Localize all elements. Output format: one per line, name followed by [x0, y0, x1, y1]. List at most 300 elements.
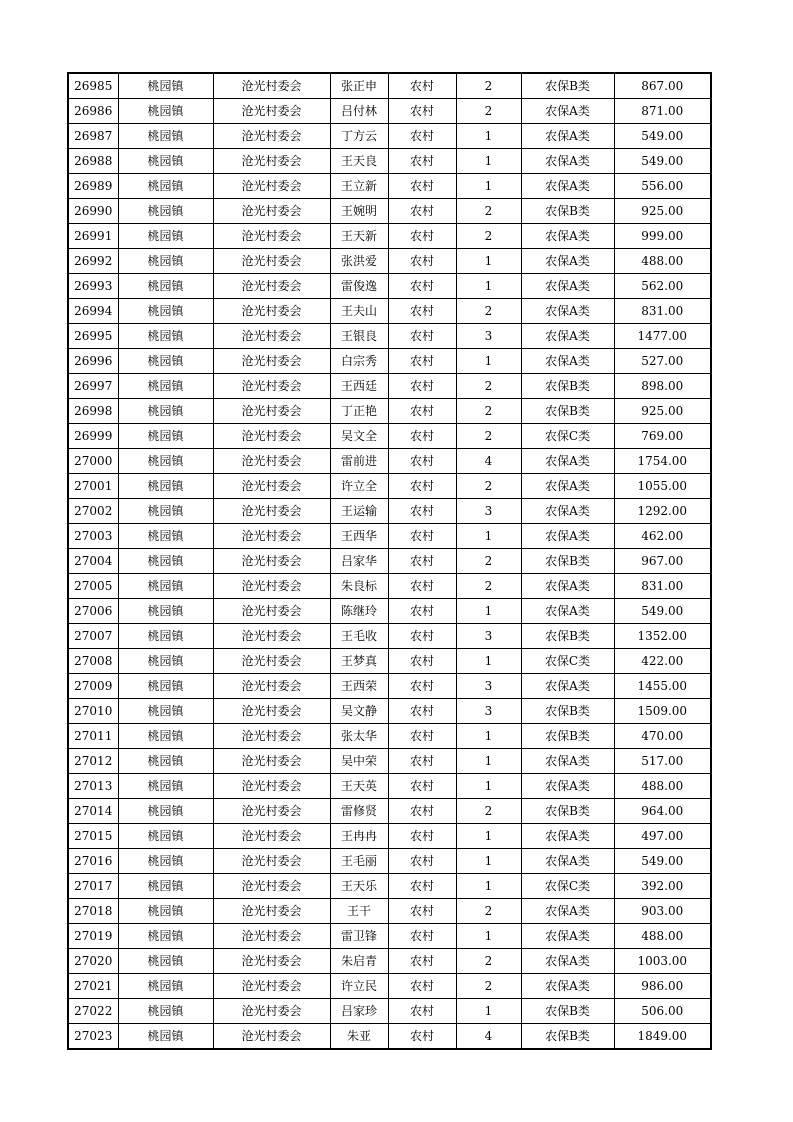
insurance-category-cell: 农保A类: [521, 324, 614, 349]
town-cell: 桃园镇: [118, 924, 213, 949]
household-type-cell: 农村: [388, 474, 456, 499]
person-count-cell: 1: [456, 774, 521, 799]
insurance-category-cell: 农保A类: [521, 174, 614, 199]
insurance-category-cell: 农保A类: [521, 674, 614, 699]
table-row: [68, 549, 711, 574]
name-cell: 王夫山: [330, 299, 388, 324]
amount-cell: 549.00: [614, 849, 711, 874]
table-row: [68, 424, 711, 449]
town-cell: 桃园镇: [118, 849, 213, 874]
person-count-cell: 3: [456, 324, 521, 349]
insurance-category-cell: 农保B类: [521, 624, 614, 649]
person-count-cell: 1: [456, 824, 521, 849]
name-cell: 王运输: [330, 499, 388, 524]
table-row: [68, 799, 711, 824]
name-cell: 陈继玲: [330, 599, 388, 624]
table-row: [68, 1024, 711, 1050]
household-type-cell: 农村: [388, 199, 456, 224]
name-cell: 王西廷: [330, 374, 388, 399]
town-cell: 桃园镇: [118, 724, 213, 749]
insurance-category-cell: 农保A类: [521, 899, 614, 924]
village-committee-cell: 沧光村委会: [213, 649, 330, 674]
insurance-category-cell: 农保B类: [521, 549, 614, 574]
name-cell: 王毛收: [330, 624, 388, 649]
table-row: [68, 399, 711, 424]
name-cell: 吴文静: [330, 699, 388, 724]
town-cell: 桃园镇: [118, 974, 213, 999]
household-type-cell: 农村: [388, 999, 456, 1024]
village-committee-cell: 沧光村委会: [213, 774, 330, 799]
insurance-category-cell: 农保B类: [521, 399, 614, 424]
name-cell: 许立民: [330, 974, 388, 999]
person-count-cell: 1: [456, 599, 521, 624]
amount-cell: 562.00: [614, 274, 711, 299]
insurance-category-cell: 农保C类: [521, 649, 614, 674]
record-number-cell: 26993: [68, 274, 118, 299]
table-row: [68, 624, 711, 649]
insurance-category-cell: 农保A类: [521, 749, 614, 774]
roster-body: [68, 73, 711, 1049]
household-type-cell: 农村: [388, 924, 456, 949]
household-type-cell: 农村: [388, 299, 456, 324]
table-row: [68, 449, 711, 474]
household-type-cell: 农村: [388, 324, 456, 349]
insurance-category-cell: 农保A类: [521, 599, 614, 624]
person-count-cell: 1: [456, 724, 521, 749]
household-type-cell: 农村: [388, 274, 456, 299]
table-row: [68, 499, 711, 524]
person-count-cell: 4: [456, 449, 521, 474]
table-row: [68, 124, 711, 149]
name-cell: 吕家珍: [330, 999, 388, 1024]
insurance-category-cell: 农保A类: [521, 774, 614, 799]
record-number-cell: 27019: [68, 924, 118, 949]
amount-cell: 831.00: [614, 299, 711, 324]
name-cell: 王西华: [330, 524, 388, 549]
household-type-cell: 农村: [388, 349, 456, 374]
insurance-category-cell: 农保A类: [521, 974, 614, 999]
insurance-category-cell: 农保A类: [521, 299, 614, 324]
person-count-cell: 1: [456, 874, 521, 899]
record-number-cell: 26996: [68, 349, 118, 374]
household-type-cell: 农村: [388, 899, 456, 924]
village-committee-cell: 沧光村委会: [213, 124, 330, 149]
amount-cell: 903.00: [614, 899, 711, 924]
amount-cell: 462.00: [614, 524, 711, 549]
amount-cell: 925.00: [614, 199, 711, 224]
person-count-cell: 2: [456, 549, 521, 574]
person-count-cell: 2: [456, 974, 521, 999]
village-committee-cell: 沧光村委会: [213, 349, 330, 374]
name-cell: 吴中荣: [330, 749, 388, 774]
amount-cell: 1754.00: [614, 449, 711, 474]
person-count-cell: 1: [456, 349, 521, 374]
person-count-cell: 1: [456, 524, 521, 549]
village-committee-cell: 沧光村委会: [213, 599, 330, 624]
table-row: [68, 224, 711, 249]
person-count-cell: 3: [456, 699, 521, 724]
amount-cell: 527.00: [614, 349, 711, 374]
insurance-category-cell: 农保A类: [521, 249, 614, 274]
household-type-cell: 农村: [388, 649, 456, 674]
table-row: [68, 599, 711, 624]
person-count-cell: 1: [456, 749, 521, 774]
village-committee-cell: 沧光村委会: [213, 274, 330, 299]
name-cell: 丁正艳: [330, 399, 388, 424]
insurance-category-cell: 农保A类: [521, 224, 614, 249]
record-number-cell: 26988: [68, 149, 118, 174]
village-committee-cell: 沧光村委会: [213, 224, 330, 249]
insurance-category-cell: 农保A类: [521, 99, 614, 124]
town-cell: 桃园镇: [118, 274, 213, 299]
household-type-cell: 农村: [388, 674, 456, 699]
town-cell: 桃园镇: [118, 374, 213, 399]
village-committee-cell: 沧光村委会: [213, 299, 330, 324]
record-number-cell: 26999: [68, 424, 118, 449]
amount-cell: 967.00: [614, 549, 711, 574]
table-row: [68, 949, 711, 974]
person-count-cell: 2: [456, 424, 521, 449]
village-committee-cell: 沧光村委会: [213, 624, 330, 649]
amount-cell: 898.00: [614, 374, 711, 399]
insurance-category-cell: 农保A类: [521, 574, 614, 599]
record-number-cell: 27003: [68, 524, 118, 549]
name-cell: 王天良: [330, 149, 388, 174]
record-number-cell: 26986: [68, 99, 118, 124]
village-committee-cell: 沧光村委会: [213, 374, 330, 399]
insurance-category-cell: 农保A类: [521, 849, 614, 874]
name-cell: 王冉冉: [330, 824, 388, 849]
village-committee-cell: 沧光村委会: [213, 324, 330, 349]
village-committee-cell: 沧光村委会: [213, 924, 330, 949]
record-number-cell: 27018: [68, 899, 118, 924]
town-cell: 桃园镇: [118, 424, 213, 449]
village-committee-cell: 沧光村委会: [213, 699, 330, 724]
amount-cell: 1292.00: [614, 499, 711, 524]
record-number-cell: 27008: [68, 649, 118, 674]
village-committee-cell: 沧光村委会: [213, 749, 330, 774]
household-type-cell: 农村: [388, 224, 456, 249]
amount-cell: 497.00: [614, 824, 711, 849]
record-number-cell: 27006: [68, 599, 118, 624]
record-number-cell: 27017: [68, 874, 118, 899]
name-cell: 雷俊逸: [330, 274, 388, 299]
insurance-category-cell: 农保A类: [521, 349, 614, 374]
record-number-cell: 27023: [68, 1024, 118, 1050]
town-cell: 桃园镇: [118, 624, 213, 649]
name-cell: 雷卫锋: [330, 924, 388, 949]
table-row: [68, 99, 711, 124]
village-committee-cell: 沧光村委会: [213, 174, 330, 199]
person-count-cell: 2: [456, 474, 521, 499]
amount-cell: 506.00: [614, 999, 711, 1024]
record-number-cell: 26998: [68, 399, 118, 424]
person-count-cell: 1: [456, 149, 521, 174]
town-cell: 桃园镇: [118, 1024, 213, 1050]
amount-cell: 1455.00: [614, 674, 711, 699]
table-row: [68, 73, 711, 99]
amount-cell: 999.00: [614, 224, 711, 249]
person-count-cell: 3: [456, 624, 521, 649]
amount-cell: 1477.00: [614, 324, 711, 349]
person-count-cell: 1: [456, 174, 521, 199]
person-count-cell: 1: [456, 649, 521, 674]
name-cell: 朱启青: [330, 949, 388, 974]
household-type-cell: 农村: [388, 624, 456, 649]
household-type-cell: 农村: [388, 1024, 456, 1050]
insurance-category-cell: 农保A类: [521, 949, 614, 974]
village-committee-cell: 沧光村委会: [213, 99, 330, 124]
table-row: [68, 574, 711, 599]
town-cell: 桃园镇: [118, 549, 213, 574]
household-type-cell: 农村: [388, 724, 456, 749]
name-cell: 王天英: [330, 774, 388, 799]
table-row: [68, 374, 711, 399]
town-cell: 桃园镇: [118, 299, 213, 324]
name-cell: 王婉明: [330, 199, 388, 224]
record-number-cell: 26991: [68, 224, 118, 249]
amount-cell: 422.00: [614, 649, 711, 674]
name-cell: 张太华: [330, 724, 388, 749]
town-cell: 桃园镇: [118, 499, 213, 524]
person-count-cell: 1: [456, 999, 521, 1024]
town-cell: 桃园镇: [118, 124, 213, 149]
table-row: [68, 274, 711, 299]
town-cell: 桃园镇: [118, 874, 213, 899]
person-count-cell: 2: [456, 399, 521, 424]
name-cell: 雷修贤: [330, 799, 388, 824]
table-row: [68, 324, 711, 349]
town-cell: 桃园镇: [118, 949, 213, 974]
town-cell: 桃园镇: [118, 674, 213, 699]
amount-cell: 986.00: [614, 974, 711, 999]
village-committee-cell: 沧光村委会: [213, 474, 330, 499]
household-type-cell: 农村: [388, 599, 456, 624]
record-number-cell: 27016: [68, 849, 118, 874]
person-count-cell: 2: [456, 224, 521, 249]
household-type-cell: 农村: [388, 749, 456, 774]
town-cell: 桃园镇: [118, 649, 213, 674]
table-row: [68, 474, 711, 499]
person-count-cell: 2: [456, 949, 521, 974]
record-number-cell: 27010: [68, 699, 118, 724]
amount-cell: 1003.00: [614, 949, 711, 974]
name-cell: 朱亚: [330, 1024, 388, 1050]
person-count-cell: 2: [456, 199, 521, 224]
record-number-cell: 27004: [68, 549, 118, 574]
amount-cell: 470.00: [614, 724, 711, 749]
name-cell: 雷前进: [330, 449, 388, 474]
town-cell: 桃园镇: [118, 999, 213, 1024]
table-row: [68, 749, 711, 774]
record-number-cell: 27007: [68, 624, 118, 649]
amount-cell: 871.00: [614, 99, 711, 124]
person-count-cell: 2: [456, 574, 521, 599]
household-type-cell: 农村: [388, 849, 456, 874]
name-cell: 吕付林: [330, 99, 388, 124]
table-row: [68, 174, 711, 199]
table-row: [68, 824, 711, 849]
record-number-cell: 27012: [68, 749, 118, 774]
record-number-cell: 27001: [68, 474, 118, 499]
record-number-cell: 26989: [68, 174, 118, 199]
town-cell: 桃园镇: [118, 174, 213, 199]
name-cell: 白宗秀: [330, 349, 388, 374]
insurance-category-cell: 农保A类: [521, 824, 614, 849]
name-cell: 王西荣: [330, 674, 388, 699]
amount-cell: 392.00: [614, 874, 711, 899]
insurance-category-cell: 农保B类: [521, 799, 614, 824]
name-cell: 许立全: [330, 474, 388, 499]
insurance-category-cell: 农保B类: [521, 374, 614, 399]
person-count-cell: 4: [456, 1024, 521, 1050]
table-row: [68, 199, 711, 224]
insurance-category-cell: 农保A类: [521, 474, 614, 499]
village-committee-cell: 沧光村委会: [213, 949, 330, 974]
record-number-cell: 27013: [68, 774, 118, 799]
amount-cell: 488.00: [614, 774, 711, 799]
person-count-cell: 2: [456, 73, 521, 99]
village-committee-cell: 沧光村委会: [213, 974, 330, 999]
amount-cell: 1055.00: [614, 474, 711, 499]
village-committee-cell: 沧光村委会: [213, 424, 330, 449]
household-type-cell: 农村: [388, 449, 456, 474]
table-row: [68, 724, 711, 749]
village-committee-cell: 沧光村委会: [213, 524, 330, 549]
village-committee-cell: 沧光村委会: [213, 724, 330, 749]
name-cell: 王天新: [330, 224, 388, 249]
person-count-cell: 1: [456, 124, 521, 149]
village-committee-cell: 沧光村委会: [213, 73, 330, 99]
town-cell: 桃园镇: [118, 774, 213, 799]
amount-cell: 488.00: [614, 249, 711, 274]
town-cell: 桃园镇: [118, 899, 213, 924]
name-cell: 张洪爱: [330, 249, 388, 274]
person-count-cell: 1: [456, 274, 521, 299]
insurance-category-cell: 农保A类: [521, 924, 614, 949]
amount-cell: 556.00: [614, 174, 711, 199]
town-cell: 桃园镇: [118, 599, 213, 624]
insurance-category-cell: 农保A类: [521, 124, 614, 149]
household-type-cell: 农村: [388, 874, 456, 899]
household-type-cell: 农村: [388, 524, 456, 549]
record-number-cell: 26990: [68, 199, 118, 224]
town-cell: 桃园镇: [118, 574, 213, 599]
amount-cell: 1849.00: [614, 1024, 711, 1050]
village-committee-cell: 沧光村委会: [213, 1024, 330, 1050]
record-number-cell: 27005: [68, 574, 118, 599]
amount-cell: 964.00: [614, 799, 711, 824]
town-cell: 桃园镇: [118, 324, 213, 349]
person-count-cell: 3: [456, 499, 521, 524]
person-count-cell: 1: [456, 249, 521, 274]
name-cell: 丁方云: [330, 124, 388, 149]
town-cell: 桃园镇: [118, 73, 213, 99]
insurance-category-cell: 农保B类: [521, 1024, 614, 1050]
village-committee-cell: 沧光村委会: [213, 149, 330, 174]
person-count-cell: 1: [456, 924, 521, 949]
name-cell: 王梦真: [330, 649, 388, 674]
person-count-cell: 2: [456, 799, 521, 824]
household-type-cell: 农村: [388, 399, 456, 424]
record-number-cell: 26992: [68, 249, 118, 274]
insurance-category-cell: 农保B类: [521, 73, 614, 99]
village-committee-cell: 沧光村委会: [213, 999, 330, 1024]
table-row: [68, 774, 711, 799]
record-number-cell: 27020: [68, 949, 118, 974]
person-count-cell: 1: [456, 849, 521, 874]
village-committee-cell: 沧光村委会: [213, 574, 330, 599]
household-type-cell: 农村: [388, 699, 456, 724]
household-type-cell: 农村: [388, 249, 456, 274]
town-cell: 桃园镇: [118, 224, 213, 249]
town-cell: 桃园镇: [118, 749, 213, 774]
town-cell: 桃园镇: [118, 349, 213, 374]
household-type-cell: 农村: [388, 549, 456, 574]
village-committee-cell: 沧光村委会: [213, 249, 330, 274]
insurance-category-cell: 农保A类: [521, 149, 614, 174]
amount-cell: 1352.00: [614, 624, 711, 649]
insurance-category-cell: 农保C类: [521, 874, 614, 899]
village-committee-cell: 沧光村委会: [213, 449, 330, 474]
table-row: [68, 299, 711, 324]
insurance-category-cell: 农保B类: [521, 999, 614, 1024]
town-cell: 桃园镇: [118, 199, 213, 224]
table-row: [68, 524, 711, 549]
village-committee-cell: 沧光村委会: [213, 824, 330, 849]
name-cell: 王毛丽: [330, 849, 388, 874]
table-row: [68, 674, 711, 699]
household-type-cell: 农村: [388, 424, 456, 449]
name-cell: 吕家华: [330, 549, 388, 574]
household-type-cell: 农村: [388, 574, 456, 599]
village-committee-cell: 沧光村委会: [213, 399, 330, 424]
amount-cell: 925.00: [614, 399, 711, 424]
record-number-cell: 26987: [68, 124, 118, 149]
record-number-cell: 27002: [68, 499, 118, 524]
insurance-category-cell: 农保A类: [521, 274, 614, 299]
table-row: [68, 899, 711, 924]
record-number-cell: 27015: [68, 824, 118, 849]
table-row: [68, 149, 711, 174]
name-cell: 王立新: [330, 174, 388, 199]
table-row: [68, 249, 711, 274]
insurance-category-cell: 农保C类: [521, 424, 614, 449]
name-cell: 王银良: [330, 324, 388, 349]
insurance-category-cell: 农保A类: [521, 499, 614, 524]
amount-cell: 549.00: [614, 124, 711, 149]
amount-cell: 867.00: [614, 73, 711, 99]
record-number-cell: 27000: [68, 449, 118, 474]
household-type-cell: 农村: [388, 174, 456, 199]
village-committee-cell: 沧光村委会: [213, 899, 330, 924]
benefit-roster-table: [67, 72, 712, 1050]
table-row: [68, 874, 711, 899]
village-committee-cell: 沧光村委会: [213, 549, 330, 574]
person-count-cell: 2: [456, 99, 521, 124]
village-committee-cell: 沧光村委会: [213, 674, 330, 699]
insurance-category-cell: 农保A类: [521, 524, 614, 549]
household-type-cell: 农村: [388, 974, 456, 999]
household-type-cell: 农村: [388, 949, 456, 974]
town-cell: 桃园镇: [118, 149, 213, 174]
household-type-cell: 农村: [388, 124, 456, 149]
amount-cell: 517.00: [614, 749, 711, 774]
name-cell: 吴文全: [330, 424, 388, 449]
record-number-cell: 27009: [68, 674, 118, 699]
name-cell: 王天乐: [330, 874, 388, 899]
amount-cell: 769.00: [614, 424, 711, 449]
